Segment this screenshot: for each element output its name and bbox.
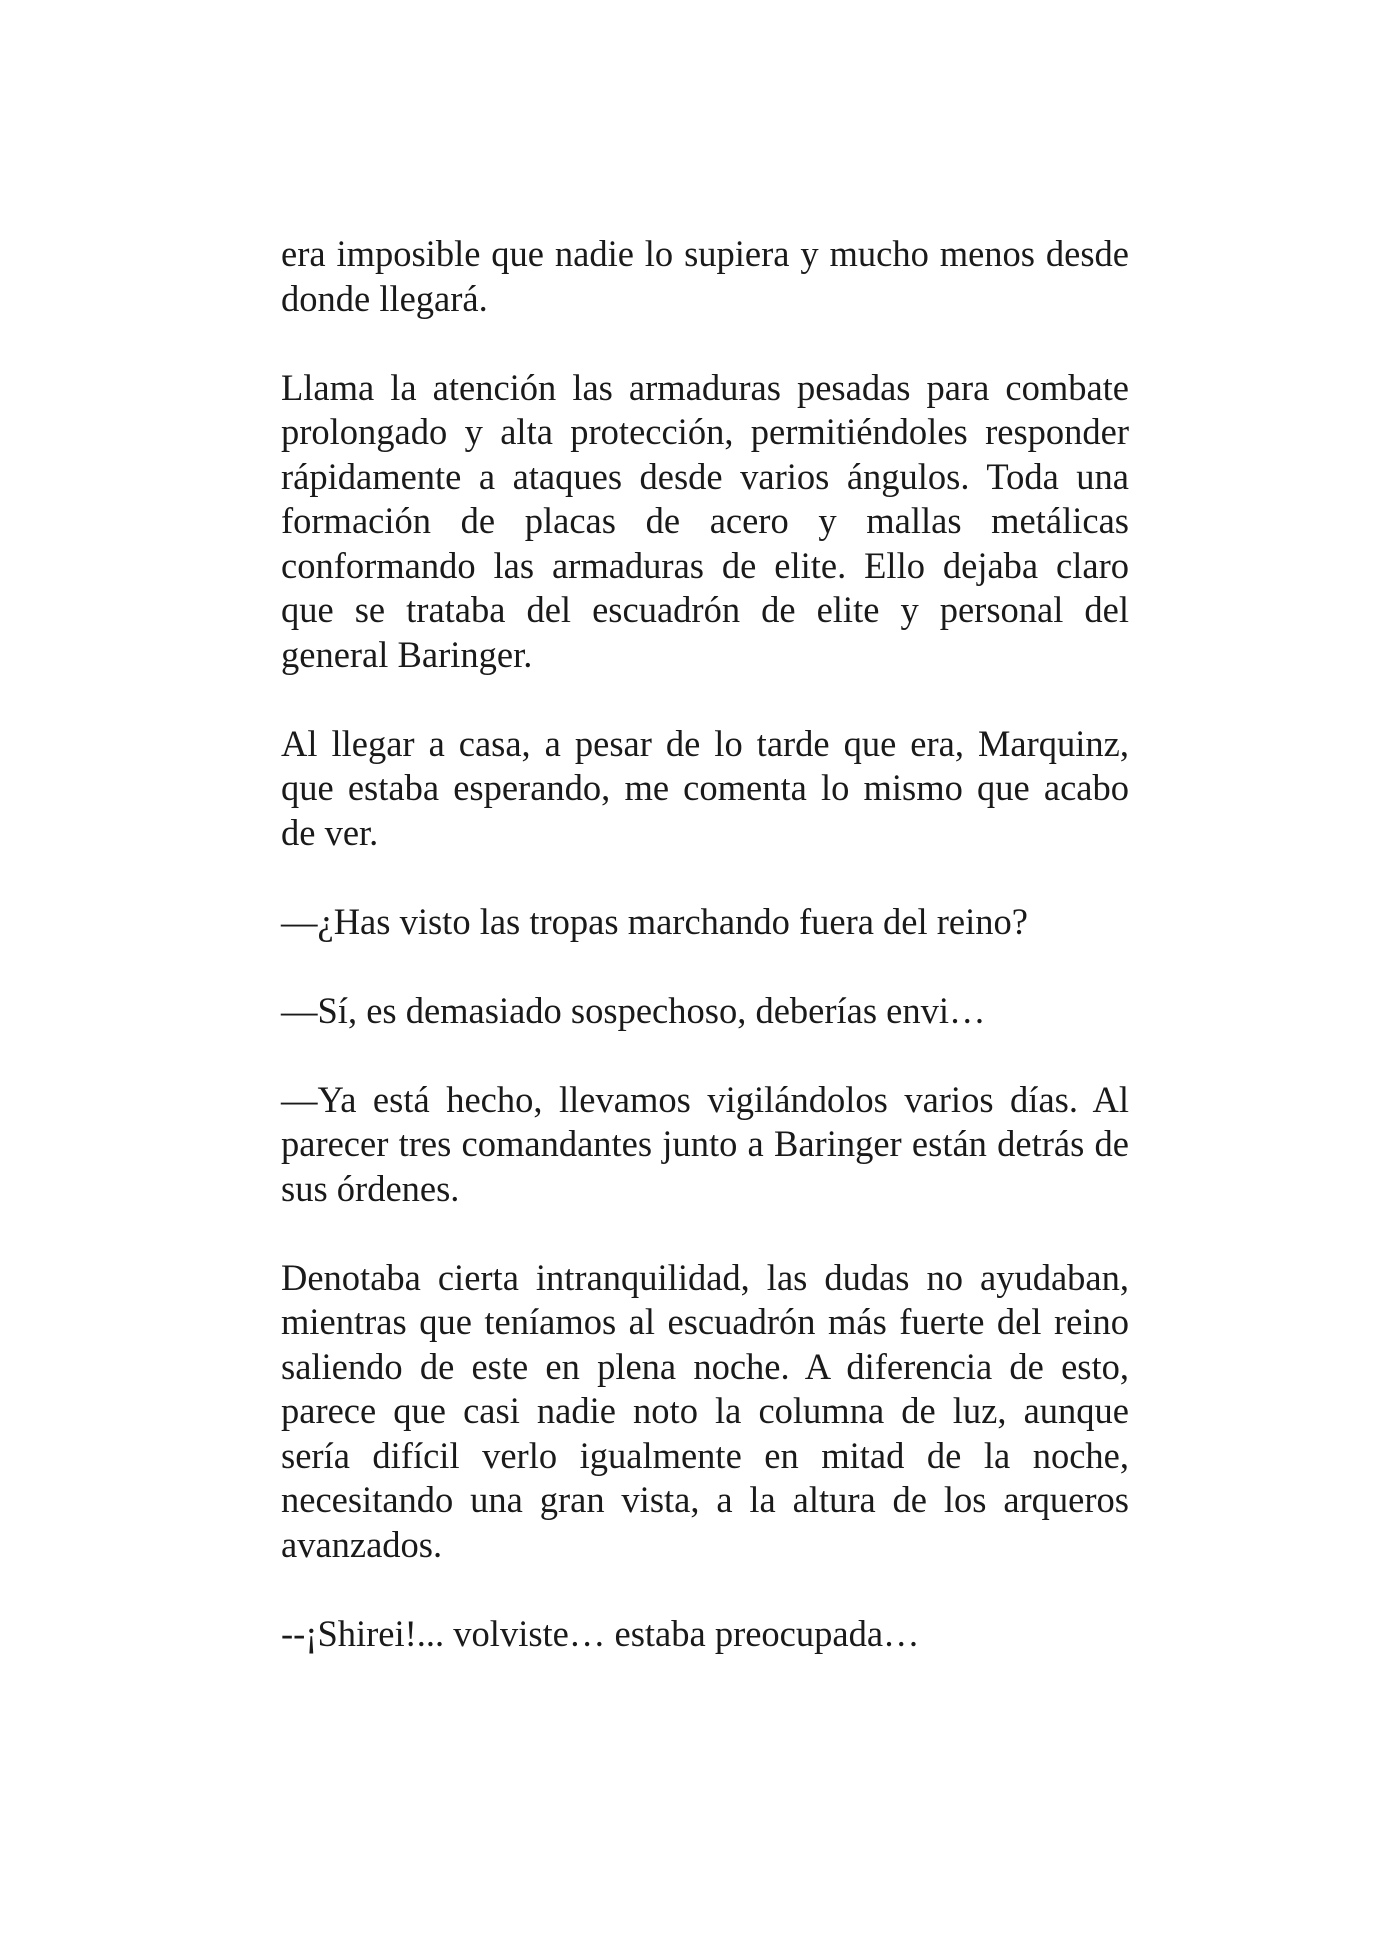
paragraph-1: era imposible que nadie lo supiera y mucho menos desde donde llegará. <box>281 233 1129 319</box>
paragraph-7: Denotaba cierta intranquilidad, las dudas no ayudaban, mientras que teníamos al escuadrón más fuerte del reino saliendo de este en plena noche. A diferencia de esto, parece que casi nadie noto la columna de luz, aunque sería difícil verlo igualmente en mitad de la noche, necesitando una gran vista, a la altura de los arqueros avanzados. <box>281 1256 1129 1565</box>
body-text <box>281 232 1129 1656</box>
paragraph-4: —¿Has visto las tropas marchando fuera del reino? <box>281 900 1028 942</box>
paragraph-8: --¡Shirei!... volviste… estaba preocupada… <box>281 1612 920 1654</box>
paragraph-2: Llama la atención las armaduras pesadas para combate prolongado y alta protección, permitiéndoles responder rápidamente a ataques desde varios ángulos. Toda una formación de placas de acero y mallas metálicas conformando las armaduras de elite. Ello dejaba claro que se trataba del escuadrón de elite y personal del general Baringer. <box>281 366 1129 675</box>
paragraph-3: Al llegar a casa, a pesar de lo tarde que era, Marquinz, que estaba esperando, me comenta lo mismo que acabo de ver. <box>281 722 1129 853</box>
paragraph-6: —Ya está hecho, llevamos vigilándolos varios días. Al parecer tres comandantes junto a Baringer están detrás de sus órdenes. <box>281 1078 1129 1209</box>
paragraph-5: —Sí, es demasiado sospechoso, deberías envi… <box>281 989 986 1031</box>
